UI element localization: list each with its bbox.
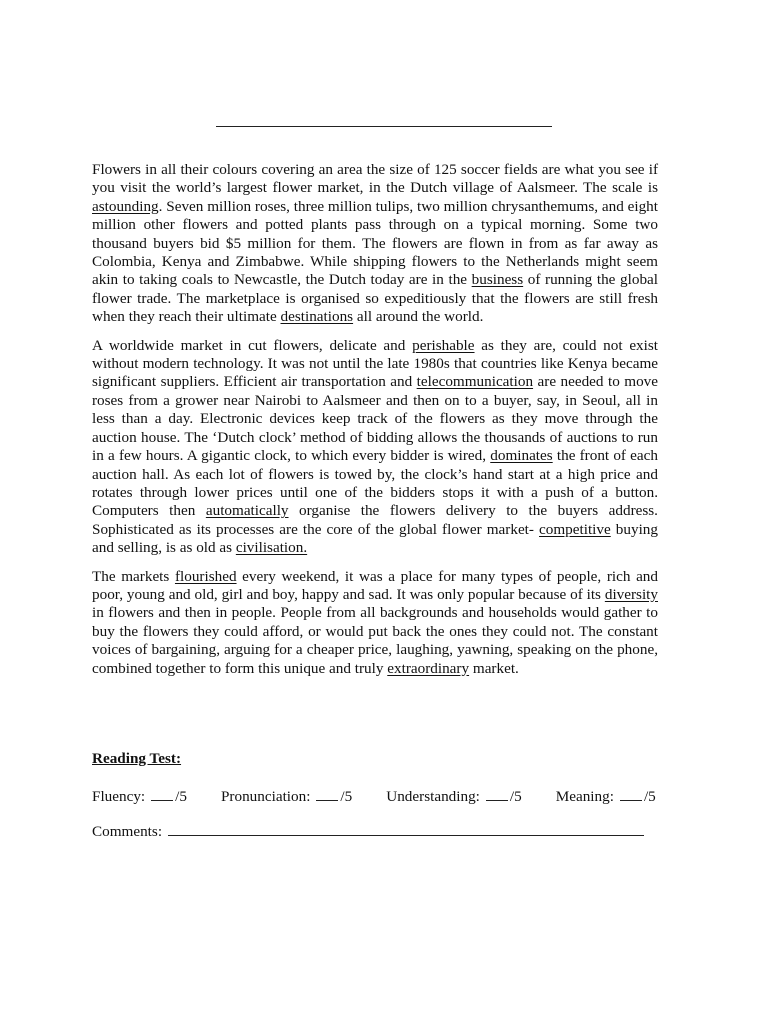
vocab-word: dominates — [490, 447, 553, 465]
score-suffix: /5 — [175, 788, 187, 805]
score-row — [92, 788, 690, 806]
reading-test-heading: Reading Test: — [92, 750, 182, 767]
score-blank[interactable] — [486, 788, 508, 801]
paragraph-text: buying and selling, is as old as — [92, 520, 658, 557]
score-label: Understanding: — [386, 788, 480, 805]
comments-blank-line[interactable] — [168, 823, 644, 836]
score-field — [92, 788, 187, 806]
paragraph-text: of running the global flower trade. The marketplace is organised so expeditiously that the flowers are still fresh when they reach their ultimate — [92, 271, 658, 326]
vocab-word: competitive — [539, 520, 611, 538]
score-label: Meaning: — [555, 788, 614, 805]
paragraph-3 — [92, 568, 658, 678]
vocab-word: telecommunication — [416, 373, 534, 391]
paragraph-text: A worldwide market in cut flowers, delicate and — [92, 336, 413, 354]
paragraph-text: as they are, could not exist without modern technology. It was not until the late 1980s that countries like Kenya became significant suppliers. Efficient air transportation and — [92, 336, 658, 391]
vocab-word: flourished — [174, 567, 237, 585]
paragraph-text: market. — [469, 659, 519, 677]
score-suffix: /5 — [340, 788, 353, 805]
score-field — [556, 788, 656, 806]
comments-label: Comments: — [92, 823, 163, 840]
paragraph-text: organise the flowers delivery to the buyers address. Sophisticated as its processes are the core of the global flower market- — [92, 502, 658, 538]
paragraph-text: are needed to move roses from a grower near Nairobi to Aalsmeer and then on to a buyer, say, in Seoul, all in less than a day. Electronic devices keep track of the flowers as they move through the auction house. The ‘Dutch clock’ method of bidding allows the thousands of auctions to run in a few hours. A gigantic clock, to which every bidder is wired, — [92, 373, 658, 465]
comments-row — [92, 823, 644, 841]
paragraph-1 — [92, 161, 658, 327]
score-suffix: /5 — [643, 788, 656, 805]
score-field — [221, 788, 352, 806]
score-label: Fluency: — [92, 788, 146, 805]
score-suffix: /5 — [509, 788, 522, 805]
score-blank[interactable] — [620, 788, 642, 801]
score-field — [386, 788, 521, 806]
score-blank[interactable] — [316, 788, 338, 801]
paragraph-text: The markets — [92, 567, 175, 585]
vocab-word: extraordinary — [387, 659, 470, 677]
vocab-word: astounding — [92, 197, 159, 215]
vocab-word: automatically — [205, 502, 289, 520]
paragraph-text: all around the world. — [353, 308, 484, 326]
paragraph-text: every weekend, it was a place for many types of people, rich and poor, young and old, girl and boy, happy and sad. It was only popular because of its — [92, 567, 658, 603]
paragraph-text: the front of each auction hall. As each lot of flowers is towed by, the clock’s hand start at a high price and rotates through lower prices until one of the bidders stops it with a push of a button. Computers then — [92, 447, 659, 520]
paragraph-2 — [92, 337, 658, 558]
vocab-word: perishable — [412, 336, 475, 354]
paragraph-text: Flowers in all their colours covering an area the size of 125 soccer fields are what you see if you visit the world’s largest flower market, in the Dutch village of Aalsmeer. The scale is — [92, 161, 658, 197]
top-divider-line — [216, 126, 552, 127]
reading-passage — [92, 161, 658, 688]
vocab-word: business — [471, 271, 524, 289]
score-label: Pronunciation: — [220, 788, 311, 805]
vocab-word: diversity — [604, 585, 658, 603]
score-blank[interactable] — [151, 788, 173, 801]
paragraph-text: . Seven million roses, three million tulips, two million chrysanthemums, and eight million other flowers and potted plants pass through on a typical morning. Some two thousand buyers bid $5 million for them. The flowers are flown in from as far away as Colombia, Kenya and Zimbabwe. While shipping flowers to the Netherlands might seem akin to taking coals to Newcastle, the Dutch today are in the — [92, 197, 658, 289]
paragraph-text: in flowers and then in people. People from all backgrounds and households would gather to buy the flowers they could afford, or would put back the ones they could not. The constant voices of bargaining, arguing for a cheaper price, laughing, yawning, speaking on the phone, combined together to form this unique and truly — [92, 604, 658, 677]
vocab-word: civilisation. — [235, 539, 308, 557]
vocab-word: destinations — [280, 308, 354, 326]
